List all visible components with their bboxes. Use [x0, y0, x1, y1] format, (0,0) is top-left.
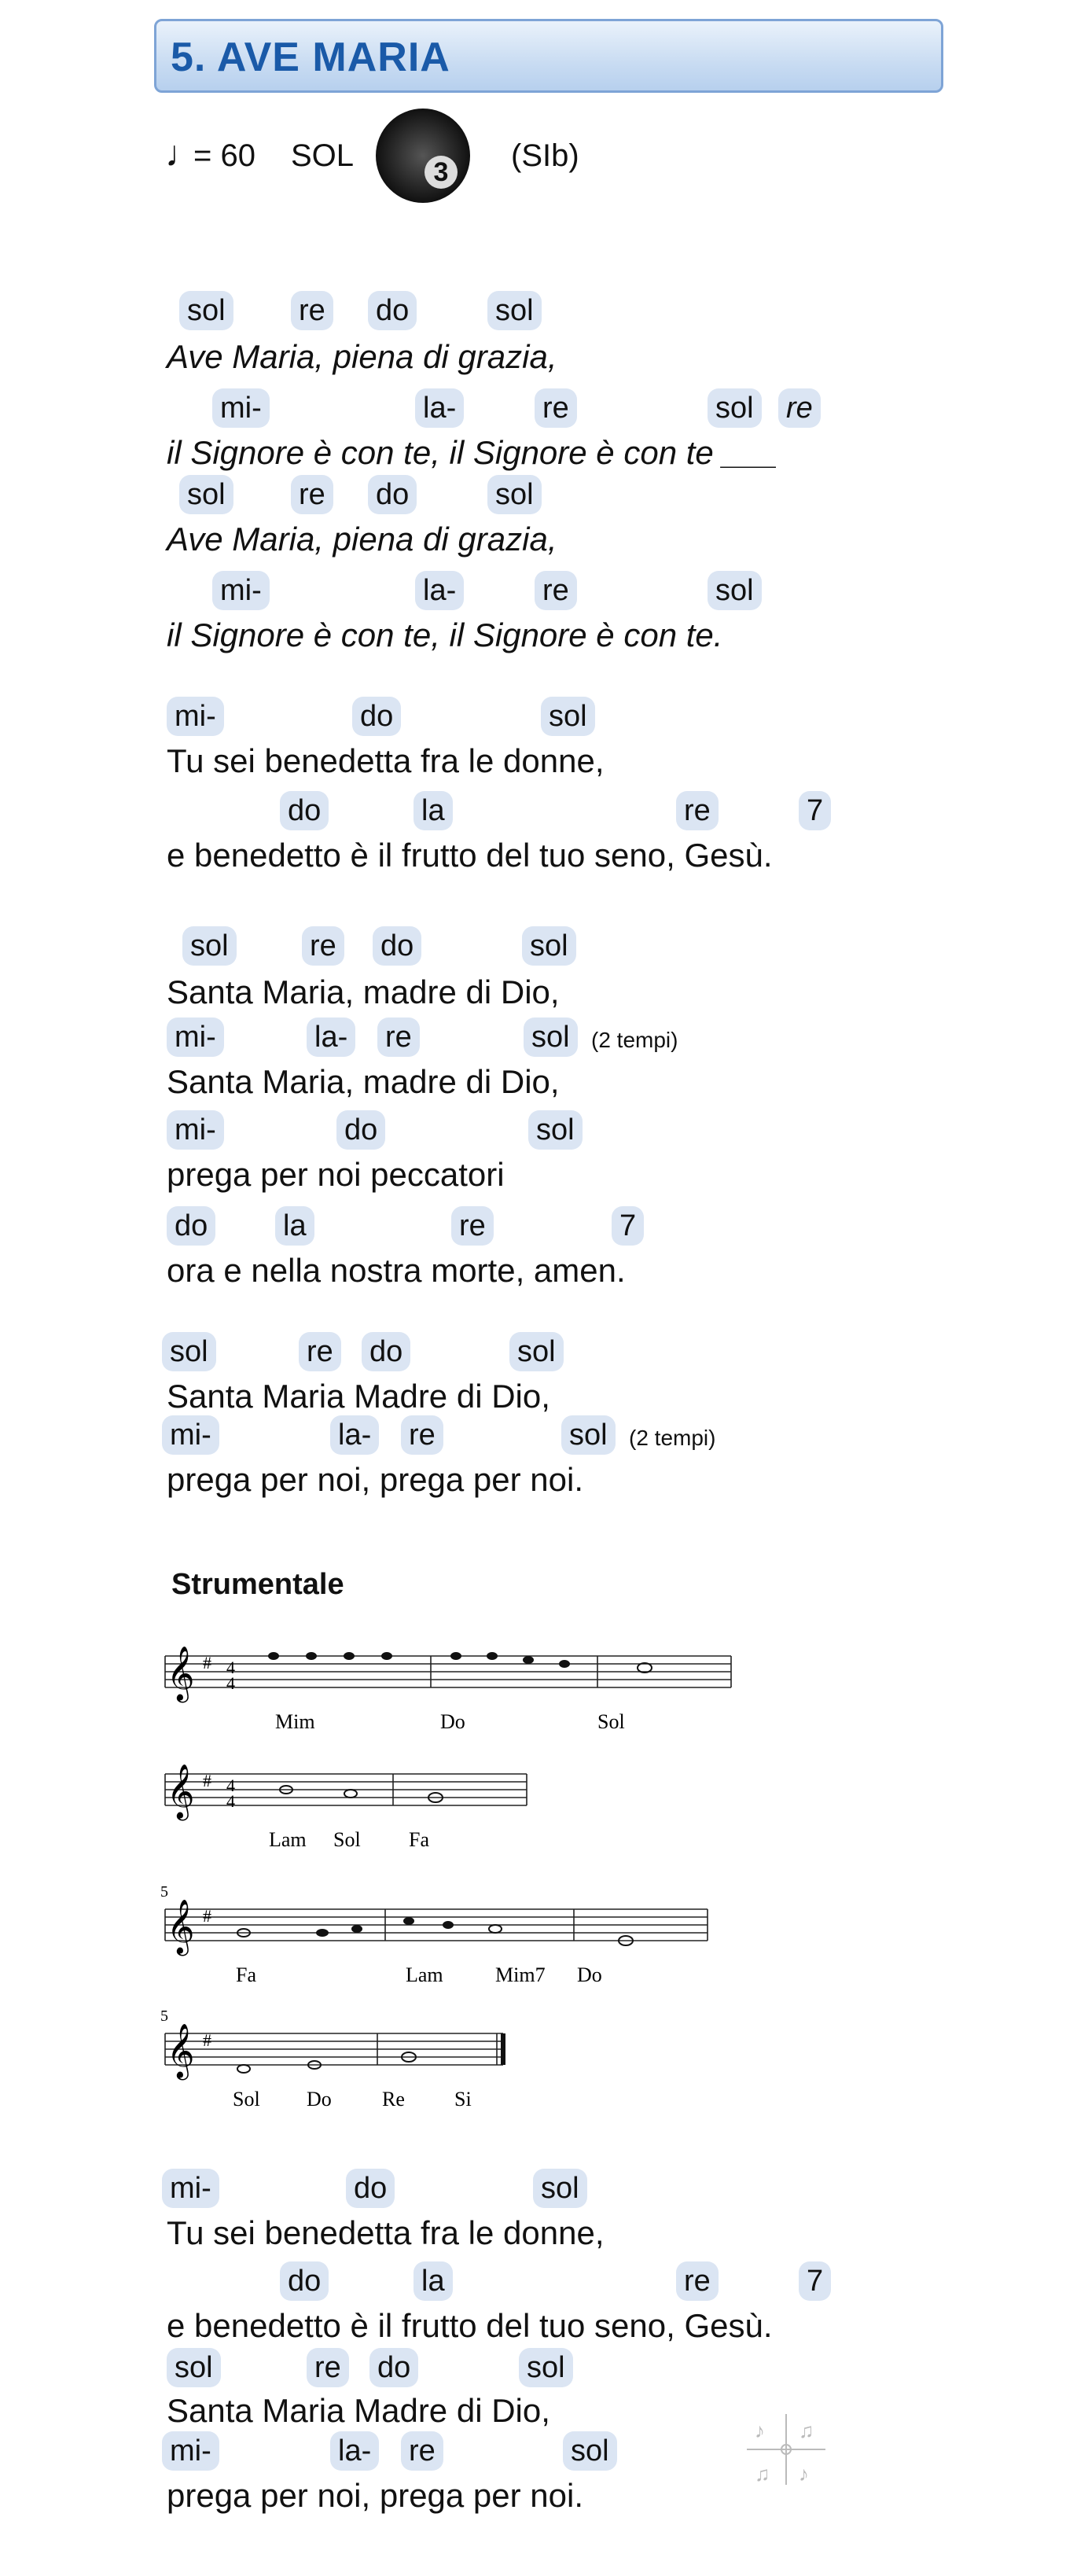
svg-text:#: # — [203, 1771, 211, 1790]
time-signature-top: 4 — [226, 1658, 235, 1677]
music-staff-3 — [157, 1886, 739, 2004]
chord: do — [368, 291, 417, 330]
key-label: SOL — [291, 138, 355, 173]
lyric-line: il Signore è con te, il Signore è con te ___ — [167, 434, 778, 471]
lyric-line: prega per noi, prega per noi. — [167, 2477, 584, 2514]
lyric-line: e benedetto è il frutto del tuo seno, Gesù. — [167, 837, 773, 874]
staff-chord-label: Re — [382, 2088, 405, 2110]
chord: do — [362, 1332, 410, 1371]
chord: mi- — [167, 1110, 224, 1150]
lyric-line: Santa Maria Madre di Dio, — [167, 2392, 550, 2429]
chord: sol — [519, 2348, 573, 2387]
chord: do — [346, 2169, 395, 2208]
chord: 7 — [799, 791, 831, 830]
chord: do — [369, 2348, 418, 2387]
chord: la — [414, 791, 453, 830]
lyric-line: il Signore è con te, il Signore è con te. — [167, 616, 723, 653]
svg-text:#: # — [203, 2030, 211, 2050]
chord: sol — [708, 571, 762, 610]
chord: sol — [522, 926, 576, 966]
chord: mi- — [212, 571, 270, 610]
capo-number: 3 — [425, 156, 458, 189]
lyric-line: ora e nella nostra morte, amen. — [167, 1252, 626, 1289]
svg-text:𝄞: 𝄞 — [167, 1765, 195, 1817]
lyric-line: Santa Maria Madre di Dio, — [167, 1378, 550, 1415]
chord: re — [778, 388, 821, 428]
chord: 7 — [612, 1206, 644, 1246]
svg-text:♪: ♪ — [755, 2420, 765, 2442]
chord: re — [535, 388, 577, 428]
lyric-line: Santa Maria, madre di Dio, — [167, 1063, 560, 1100]
chord: la- — [415, 388, 464, 428]
title-banner — [154, 19, 943, 93]
chord: sol — [561, 1415, 616, 1455]
staff-chord-label: Fa — [409, 1828, 429, 1851]
alt-key-label: (SIb) — [511, 138, 579, 173]
music-notes-watermark-icon — [739, 2406, 833, 2493]
chord: sol — [533, 2169, 587, 2208]
svg-text:♫: ♫ — [755, 2463, 770, 2486]
song-title: 5. AVE MARIA — [171, 35, 450, 80]
chord: sol — [528, 1110, 583, 1150]
chord: mi- — [167, 1018, 224, 1057]
chord: la- — [330, 1415, 379, 1455]
lyric-line: Santa Maria, madre di Dio, — [167, 973, 560, 1010]
chord: re — [535, 571, 577, 610]
staff-chord-label: Fa — [236, 1963, 256, 1986]
chord: sol — [162, 1332, 216, 1371]
chord: sol — [167, 2348, 221, 2387]
duration-note: (2 tempi) — [629, 1426, 716, 1450]
chord: la — [414, 2261, 453, 2301]
staff-chord-label: Lam — [406, 1963, 443, 1986]
chord: sol — [179, 291, 233, 330]
lyric-line: Ave Maria, piena di grazia, — [167, 338, 557, 375]
chord: sol — [509, 1332, 564, 1371]
staff-chord-label: Lam — [269, 1828, 307, 1851]
music-staff-4 — [157, 2010, 739, 2128]
lyric-line: Tu sei benedetta fra le donne, — [167, 2214, 605, 2251]
chord: sol — [563, 2431, 617, 2471]
music-staff-1 — [157, 1640, 739, 1758]
chord: mi- — [212, 388, 270, 428]
svg-text:#: # — [203, 1906, 211, 1926]
svg-text:𝄞: 𝄞 — [167, 1901, 195, 1952]
music-staff-2 — [157, 1758, 739, 1876]
lyric-line: Tu sei benedetta fra le donne, — [167, 742, 605, 779]
chord: re — [451, 1206, 494, 1246]
measure-number: 5 — [160, 2010, 168, 2025]
chord: re — [291, 291, 333, 330]
chord: re — [291, 475, 333, 514]
chord: la- — [330, 2431, 379, 2471]
staff-chord-label: Do — [440, 1710, 465, 1733]
duration-note: (2 tempi) — [591, 1028, 678, 1052]
chord: re — [676, 2261, 719, 2301]
chord: mi- — [162, 1415, 219, 1455]
svg-text:♪: ♪ — [799, 2463, 809, 2486]
chord: mi- — [162, 2431, 219, 2471]
chord: la- — [415, 571, 464, 610]
lyric-line: prega per noi, prega per noi. — [167, 1461, 584, 1498]
chord: re — [676, 791, 719, 830]
chord: do — [280, 791, 329, 830]
time-signature-bottom: 4 — [226, 1673, 235, 1693]
staff-chord-label: Do — [307, 2088, 332, 2110]
svg-text:♫: ♫ — [799, 2420, 814, 2442]
chord: do — [167, 1206, 215, 1246]
staff-chord-label: Sol — [597, 1710, 625, 1733]
section-heading: Strumentale — [171, 1568, 344, 1601]
staff-chord-label: Si — [454, 2088, 472, 2110]
chord: sol — [179, 475, 233, 514]
tempo-value: = 60 — [193, 138, 255, 173]
chord: do — [280, 2261, 329, 2301]
chord: do — [373, 926, 421, 966]
chord: 7 — [799, 2261, 831, 2301]
chord: do — [336, 1110, 385, 1150]
chord: sol — [541, 697, 595, 736]
capo-guitar-icon — [376, 109, 470, 203]
svg-text:#: # — [203, 1653, 211, 1673]
chord: sol — [524, 1018, 578, 1057]
staff-chord-label: Do — [577, 1963, 602, 1986]
treble-clef-icon: 𝄞 — [167, 1647, 195, 1699]
chord: la- — [307, 1018, 355, 1057]
lyric-line: Ave Maria, piena di grazia, — [167, 521, 557, 558]
chord: sol — [487, 475, 542, 514]
chord: re — [401, 1415, 443, 1455]
chord: mi- — [162, 2169, 219, 2208]
svg-text:4: 4 — [226, 1791, 235, 1811]
chord: re — [307, 2348, 349, 2387]
chord: re — [401, 2431, 443, 2471]
staff-chord-label: Mim — [275, 1710, 315, 1733]
staff-chord-label: Sol — [233, 2088, 260, 2110]
chord: do — [352, 697, 401, 736]
measure-number: 5 — [160, 1886, 168, 1901]
lyric-line: prega per noi peccatori — [167, 1156, 505, 1193]
chord: do — [368, 475, 417, 514]
chord: sol — [487, 291, 542, 330]
chord: la — [275, 1206, 314, 1246]
chord: re — [299, 1332, 341, 1371]
staff-chord-label: Mim7 — [495, 1963, 546, 1986]
svg-text:𝄞: 𝄞 — [167, 2025, 195, 2077]
staff-chord-label: Sol — [333, 1828, 361, 1851]
quarter-note-icon: ♩ — [165, 133, 201, 174]
svg-text:4: 4 — [226, 1776, 235, 1795]
chord: re — [302, 926, 344, 966]
chord: mi- — [167, 697, 224, 736]
lyric-line: e benedetto è il frutto del tuo seno, Gesù. — [167, 2307, 773, 2344]
chord: sol — [182, 926, 237, 966]
chord: re — [377, 1018, 420, 1057]
chord: sol — [708, 388, 762, 428]
